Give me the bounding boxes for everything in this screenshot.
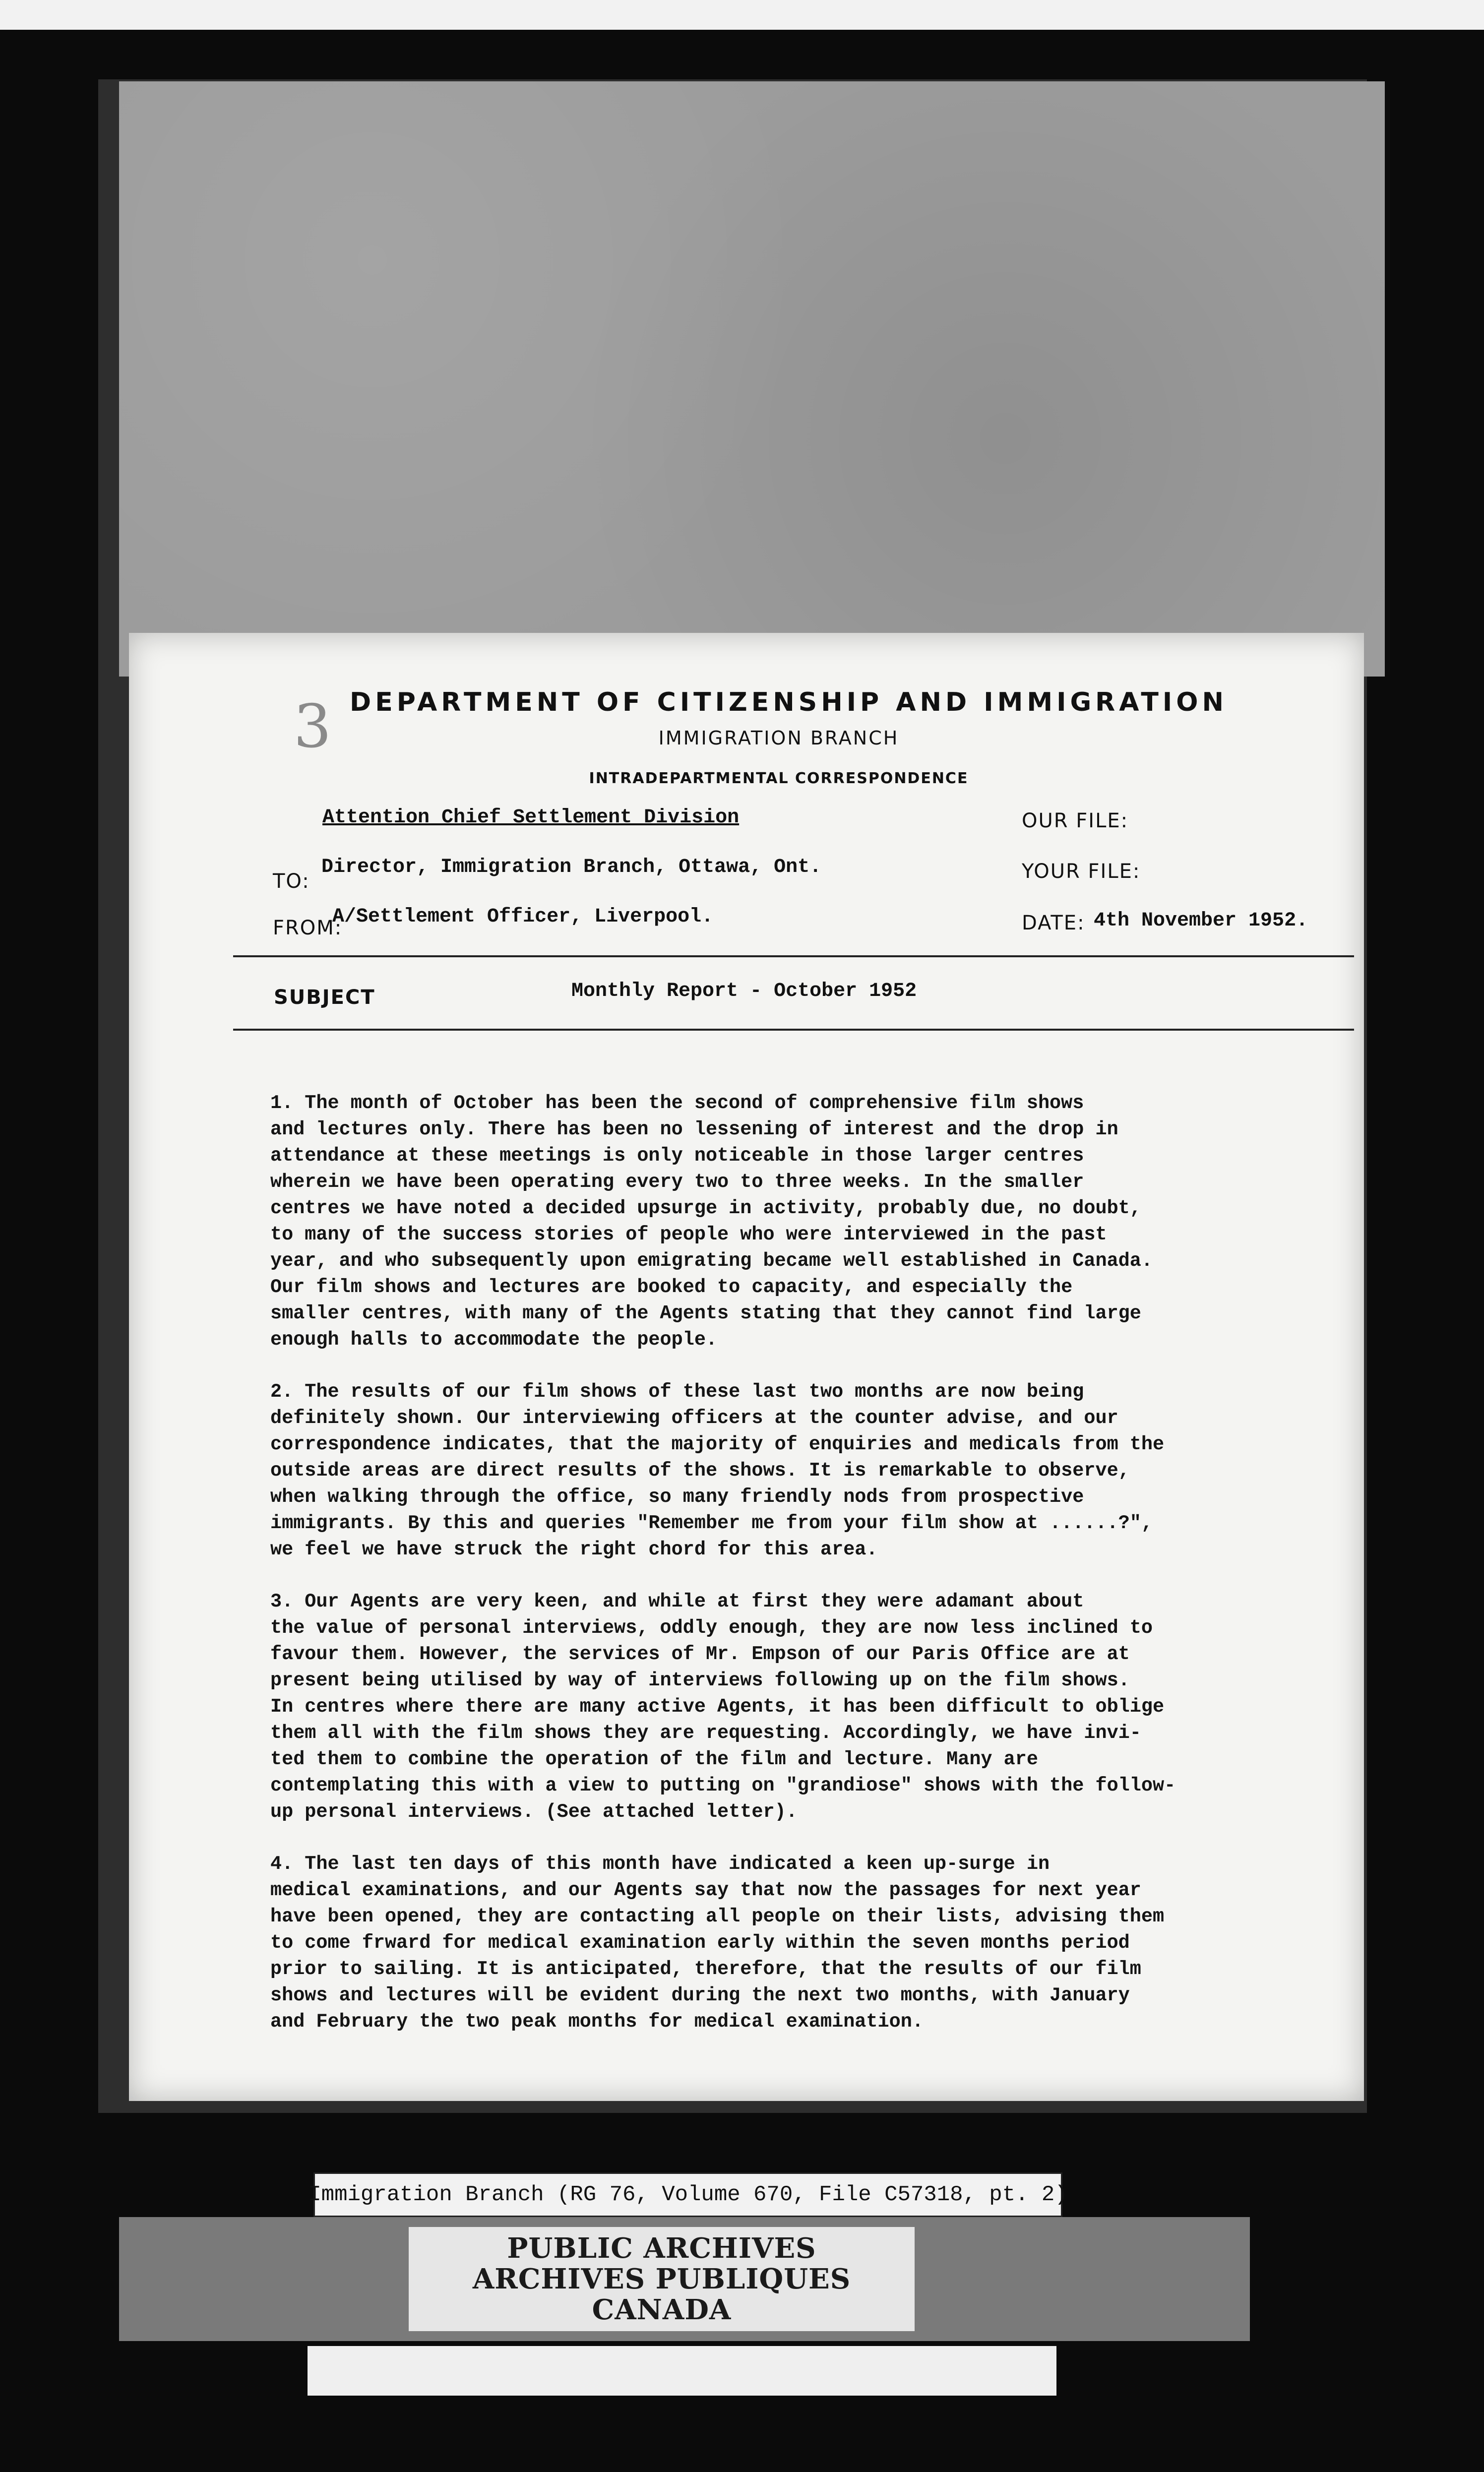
blank-bottom-label xyxy=(308,2346,1056,2396)
branch-heading: IMMIGRATION BRANCH xyxy=(658,727,899,749)
from-value: A/Settlement Officer, Liverpool. xyxy=(332,906,714,928)
our-file-label: OUR FILE: xyxy=(1022,809,1129,832)
date-label: DATE: xyxy=(1022,912,1085,934)
to-label: TO: xyxy=(273,870,310,893)
paragraph-4: 4. The last ten days of this month have indicated a keen up-surge in medical examinations, and our Agents say that now the passages for next year have been opened, they are contacting all people on their lists, advising them to come frward for medical examination early within the seven months period prior to sailing. It is anticipated, therefore, that the results of our film shows and lectures will be evident during the next two months, with January and February the two peak months for medical examination. xyxy=(270,1853,1165,2033)
subject-value: Monthly Report - October 1952 xyxy=(571,980,917,1002)
date-value: 4th November 1952. xyxy=(1094,910,1308,932)
subject-top-rule xyxy=(233,955,1354,957)
memo-page xyxy=(129,633,1364,2101)
paragraph-2: 2. The results of our film shows of these last two months are now being definitely shown. Our interviewing officers at the counter advise, and our correspondence indicates, that the majority of enquiries and medicals from the outside areas are direct results of the shows. It is remarkable to observe, when walking through the office, so many friendly nods from prospective immigrants. By this and queries "Remember me from your film show at ......?", we feel we have struck the right chord for this area. xyxy=(270,1381,1165,1560)
archive-stamp-line-1: PUBLIC ARCHIVES xyxy=(507,2232,816,2265)
from-label: FROM: xyxy=(273,917,343,939)
archive-reference-label xyxy=(308,2172,1068,2217)
to-value: Director, Immigration Branch, Ottawa, Ont. xyxy=(321,856,822,878)
your-file-label: YOUR FILE: xyxy=(1022,860,1141,883)
archive-stamp-line-3: CANADA xyxy=(592,2293,732,2326)
subject-bottom-rule xyxy=(233,1029,1354,1031)
handwritten-mark: 3 xyxy=(293,692,332,761)
archive-stamp-line-2: ARCHIVES PUBLIQUES xyxy=(472,2263,851,2295)
archive-reference-text: Immigration Branch (RG 76, Volume 670, File C57318, pt. 2) xyxy=(308,2182,1068,2207)
paragraph-3: 3. Our Agents are very keen, and while at first they were adamant about the value of personal interviews, oddly enough, they are now less inclined to favour them. However, the services of Mr. Empson of our Paris Office are at present being utilised by way of interviews following up on the film shows. In centres where there are many active Agents, it has been difficult to oblige them all with the film shows they are requesting. Accordingly, we have invi- ted them to combine the operation of the film and lecture. Many are contemplating this with a view to putting on "grandiose" shows with the follow- up personal interviews. (See attached letter). xyxy=(270,1591,1176,1823)
department-heading: DEPARTMENT OF CITIZENSHIP AND IMMIGRATION xyxy=(350,687,1228,717)
correspondence-heading: INTRADEPARTMENTAL CORRESPONDENCE xyxy=(589,770,969,787)
attention-line: Attention Chief Settlement Division xyxy=(322,806,740,829)
paragraph-1: 1. The month of October has been the second of comprehensive film shows and lectures only. There has been no lessening of interest and the drop in attendance at these meetings is only noticeable in those larger centres wherein we have been operating every two to three weeks. In the smaller centres we have noted a decided upsurge in activity, probably due, no doubt, to many of the success stories of people who were interviewed in the past year, and who subsequently upon emigrating became well established in Canada. Our film shows and lectures are booked to capacity, and especially the smaller centres, with many of the Agents stating that they cannot find large enough halls to accommodate the people. xyxy=(270,1092,1153,1351)
subject-label: SUBJECT xyxy=(274,986,375,1009)
cover-sheet xyxy=(119,81,1385,677)
film-top-edge xyxy=(0,0,1484,30)
memo-body xyxy=(270,1090,1282,2061)
public-archives-stamp xyxy=(409,2227,915,2331)
